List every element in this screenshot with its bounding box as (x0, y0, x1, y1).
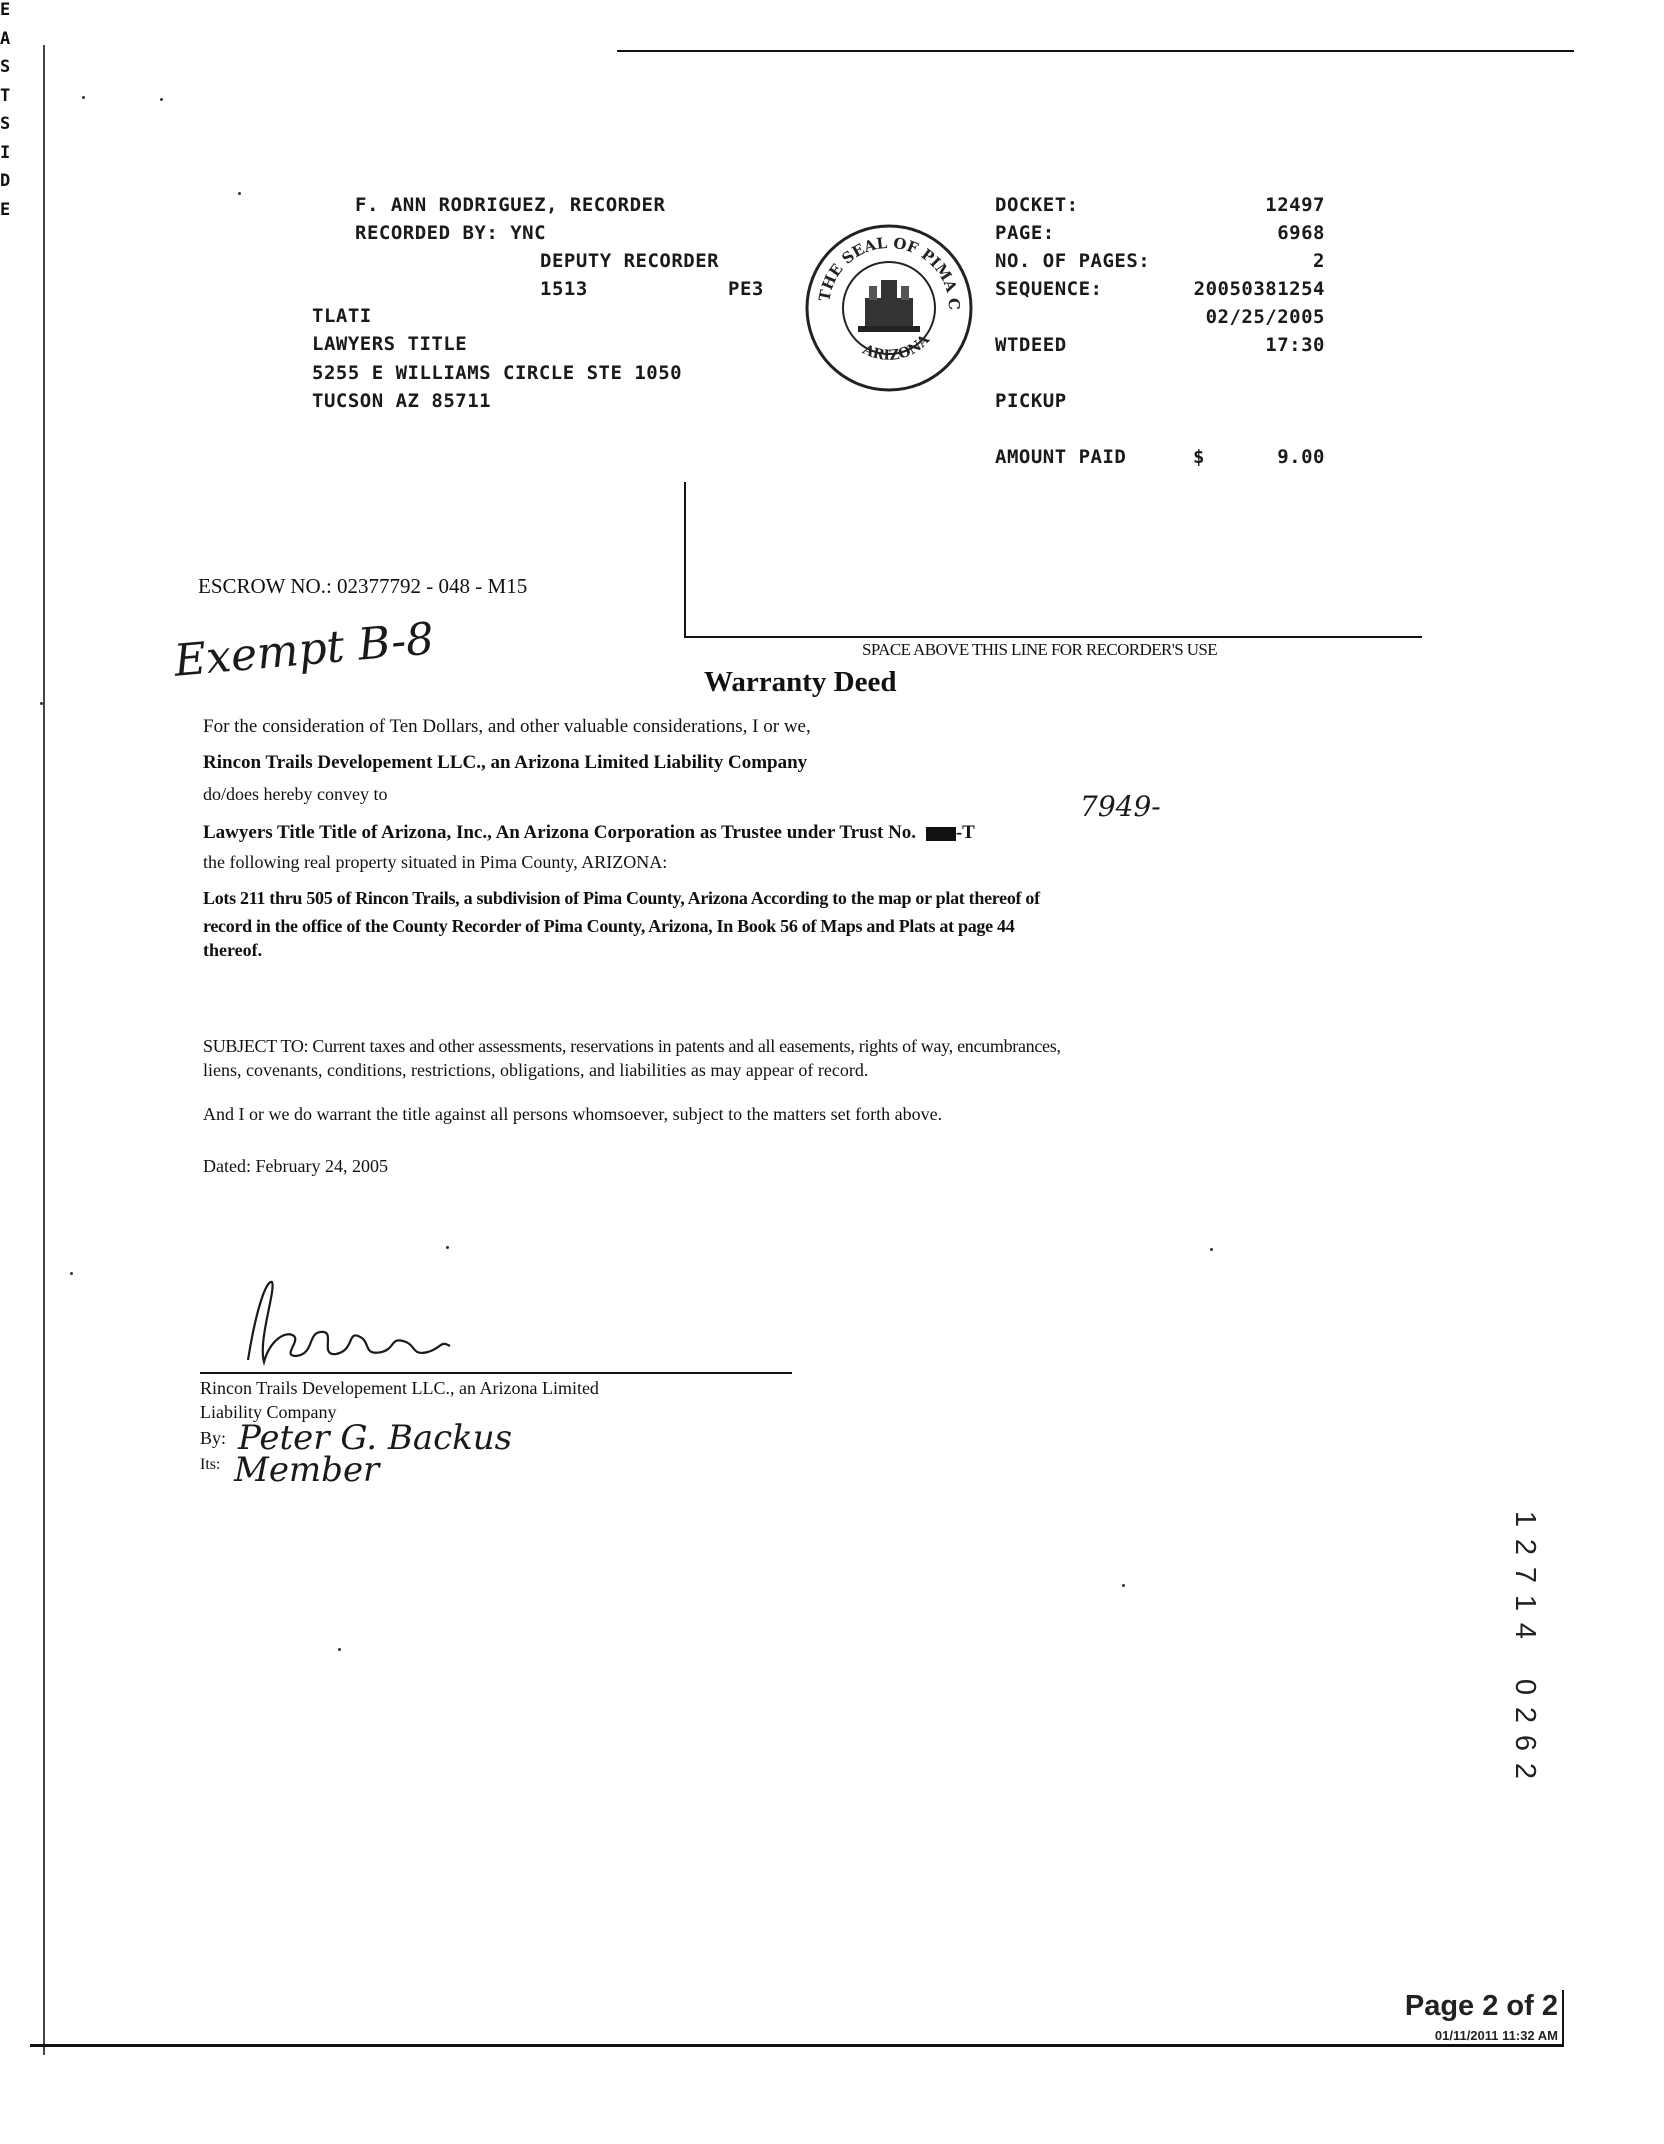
recorder-use-line (684, 636, 1422, 638)
legal-line-1: Lots 211 thru 505 of Rincon Trails, a subdivision of Pima County, Arizona According to the map or plat thereof of (203, 888, 1040, 908)
signature (236, 1270, 476, 1370)
page-value: 6968 (1277, 222, 1325, 244)
sequence-label: SEQUENCE: (995, 278, 1103, 300)
recorded-by: RECORDED BY: YNC (355, 222, 547, 244)
page-label: PAGE: (995, 222, 1055, 244)
record-time: 17:30 (1265, 334, 1325, 356)
scan-speck (446, 1246, 449, 1249)
scan-speck (238, 192, 241, 195)
grantee-text: Lawyers Title Title of Arizona, Inc., An Arizona Corporation as Trustee under Trust No. (203, 822, 917, 843)
print-timestamp: 01/11/2011 11:32 AM (1434, 2028, 1558, 2043)
pickup-label: PICKUP (995, 390, 1067, 412)
return-name: TLATI (312, 305, 372, 327)
scan-speck (160, 98, 163, 101)
amount-currency: $ (1193, 446, 1205, 468)
exempt-note: Exempt B-8 (172, 613, 437, 687)
scan-speck (70, 1272, 73, 1275)
docket-label: DOCKET: (995, 194, 1079, 216)
scan-speck (338, 1648, 341, 1651)
grantor: Rincon Trails Developement LLC., an Arizona Limited Liability Company (203, 752, 808, 773)
recorder-code: 1513 (540, 278, 588, 300)
by-label: By: (200, 1428, 227, 1448)
return-street: 5255 E WILLIAMS CIRCLE STE 1050 (312, 362, 683, 384)
convey-text: do/does hereby convey to (203, 784, 388, 804)
legal-line-2: record in the office of the County Recorder of Pima County, Arizona, In Book 56 of Maps and Plats at page 44 (203, 916, 1015, 936)
warrant-text: And I or we do warrant the title against all persons whomsoever, subject to the matters set forth above. (203, 1104, 943, 1124)
its-label: Its: (200, 1456, 221, 1473)
recorder-use-label: SPACE ABOVE THIS LINE FOR RECORDER'S USE (862, 640, 1218, 659)
subject-line-2: liens, covenants, conditions, restrictions, obligations, and liabilities as may appear of record. (203, 1060, 869, 1080)
recorder-divider (684, 482, 686, 637)
recorder-name: F. ANN RODRIGUEZ, RECORDER (355, 194, 666, 216)
recording-info (995, 194, 1325, 484)
doc-type: WTDEED (995, 334, 1067, 356)
by-name: Peter G. Backus (238, 1418, 513, 1458)
scan-speck (1210, 1248, 1213, 1251)
its-title: Member (234, 1450, 380, 1490)
record-date: 02/25/2005 (1205, 306, 1325, 328)
grantee-suffix: -T (955, 822, 975, 843)
deed-title: Warranty Deed (704, 666, 897, 698)
return-company: LAWYERS TITLE (312, 333, 468, 355)
footer-right-border (1562, 1990, 1564, 2046)
side-record-number: 1 2 7 1 4 0 2 6 2 (1508, 1510, 1541, 1780)
signature-line (200, 1372, 792, 1374)
legal-line-3: thereof. (203, 940, 263, 960)
footer-rule (30, 2044, 1564, 2047)
amount-value: 9.00 (1277, 446, 1325, 468)
grantee (203, 822, 975, 844)
redaction-mark (926, 827, 956, 841)
property-intro: the following real property situated in Pima County, ARIZONA: (203, 852, 668, 872)
docket-value: 12497 (1265, 194, 1325, 216)
pages-label: NO. OF PAGES: (995, 250, 1151, 272)
amount-label: AMOUNT PAID (995, 446, 1127, 468)
page-indicator: Page 2 of 2 (1404, 1990, 1558, 2022)
left-border (43, 45, 45, 2055)
scan-speck (82, 96, 85, 99)
deputy-recorder: DEPUTY RECORDER (540, 250, 720, 272)
entity-line-2: Liability Company (200, 1402, 337, 1422)
entity-line-1: Rincon Trails Developement LLC., an Arizona Limited (200, 1378, 599, 1398)
top-rule (617, 50, 1574, 52)
trust-handwritten: 7949- (1080, 790, 1161, 823)
sequence-value: 20050381254 (1193, 278, 1325, 300)
scan-speck (40, 702, 43, 705)
subject-line-1: SUBJECT TO: Current taxes and other assessments, reservations in patents and all easements, rights of way, encumbrances, (203, 1036, 1061, 1056)
seal-top-text: THE SEAL OF PIMA C (815, 233, 964, 311)
recorder-code-2: PE3 (728, 278, 764, 300)
consideration-text: For the consideration of Ten Dollars, and other valuable considerations, I or we, (203, 716, 811, 737)
pages-value: 2 (1313, 250, 1325, 272)
eastside-label: E A S T S I D E (0, 0, 11, 220)
return-city: TUCSON AZ 85711 (312, 390, 492, 412)
county-seal (803, 222, 975, 394)
dated-text: Dated: February 24, 2005 (203, 1156, 388, 1176)
seal-bottom-text: ARIZONA (860, 331, 933, 364)
escrow-number: ESCROW NO.: 02377792 - 048 - M15 (198, 574, 528, 598)
scan-speck (1122, 1584, 1125, 1587)
